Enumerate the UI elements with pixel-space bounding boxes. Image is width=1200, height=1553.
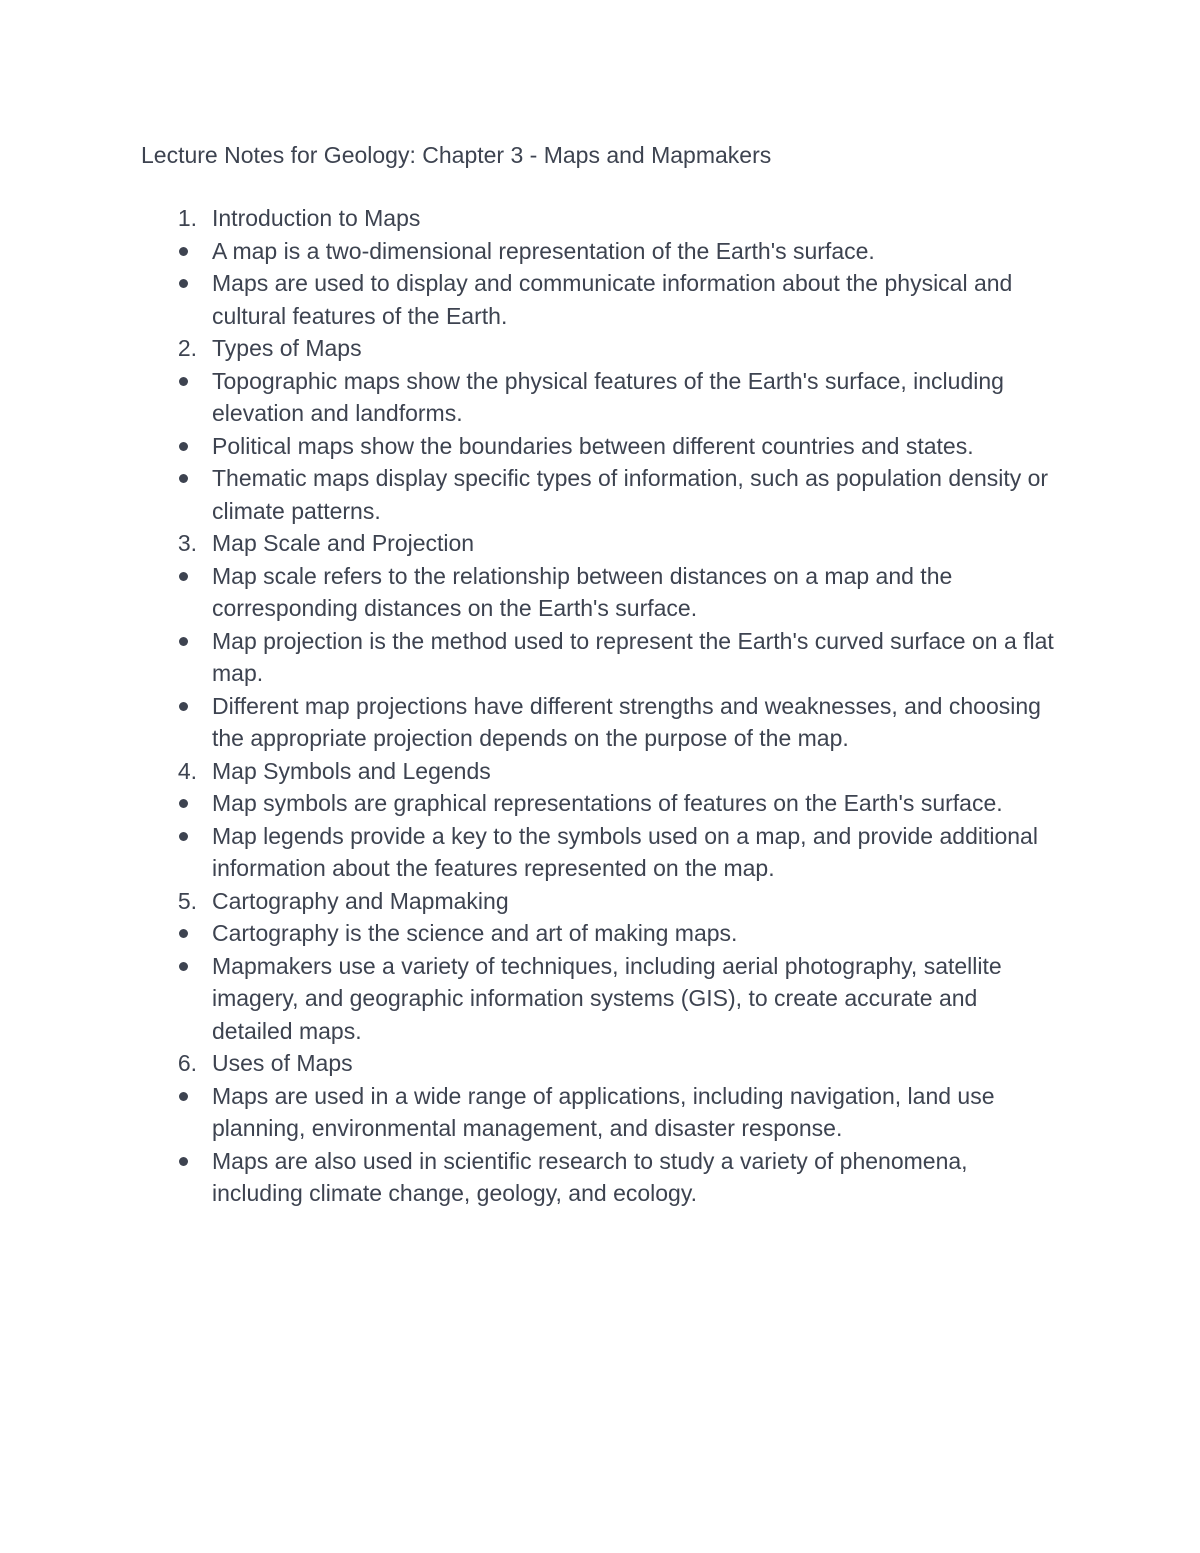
section-heading-text: Cartography and Mapmaking — [212, 887, 509, 914]
section-number: 6. — [177, 1050, 197, 1076]
bullet-text: Map legends provide a key to the symbols used on a map, and provide additional information about the features represented on the map. — [212, 822, 1038, 881]
bullet-dot-icon — [179, 1092, 188, 1101]
section-heading-text: Map Symbols and Legends — [212, 757, 491, 784]
section-number: 3. — [177, 530, 197, 556]
section-heading — [0, 332, 1200, 365]
bullet-dot-icon — [179, 247, 188, 256]
bullet-dot-icon — [179, 474, 188, 483]
bullet-item — [0, 917, 1200, 950]
bullet-text: Mapmakers use a variety of techniques, including aerial photography, satellite imagery, and geographic information systems (GIS), to create accurate and detailed maps. — [212, 952, 1002, 1044]
bullet-dot-icon — [179, 929, 188, 938]
document-title: Lecture Notes for Geology: Chapter 3 - Maps and Mapmakers — [141, 142, 772, 168]
bullet-text: Political maps show the boundaries between different countries and states. — [212, 432, 974, 459]
section-heading-text: Introduction to Maps — [212, 205, 421, 231]
bullet-item — [0, 1080, 1200, 1145]
bullet-item — [0, 235, 1200, 268]
bullet-item — [0, 625, 1200, 690]
bullet-dot-icon — [179, 377, 188, 386]
bullet-dot-icon — [179, 1157, 188, 1166]
lecture-notes-list — [0, 202, 1200, 1210]
bullet-item — [0, 462, 1200, 527]
section-heading — [0, 885, 1200, 918]
bullet-item — [0, 820, 1200, 885]
section-heading-text: Uses of Maps — [212, 1050, 353, 1076]
bullet-dot-icon — [179, 832, 188, 841]
section-heading-text: Map Scale and Projection — [212, 530, 475, 556]
bullet-text: Map symbols are graphical representations of features on the Earth's surface. — [212, 790, 1003, 816]
bullet-dot-icon — [179, 702, 188, 711]
bullet-item — [0, 1145, 1200, 1210]
section-heading — [0, 1047, 1200, 1080]
bullet-text: Cartography is the science and art of making maps. — [212, 920, 738, 946]
bullet-item — [0, 560, 1200, 625]
section-heading — [0, 755, 1200, 788]
bullet-item — [0, 950, 1200, 1048]
bullet-text: Thematic maps display specific types of information, such as population density or climate patterns. — [212, 465, 1049, 524]
section-heading — [0, 202, 1200, 235]
bullet-dot-icon — [179, 442, 188, 451]
bullet-text: Different map projections have different strengths and weaknesses, and choosing the appropriate projection depends on the purpose of the map. — [212, 692, 1041, 751]
bullet-text: Maps are used to display and communicate information about the physical and cultural features of the Earth. — [212, 270, 1013, 329]
bullet-item — [0, 787, 1200, 820]
section-number: 2. — [177, 335, 197, 361]
section-number: 1. — [177, 205, 197, 231]
bullet-text: Map scale refers to the relationship between distances on a map and the corresponding distances on the Earth's surface. — [212, 562, 953, 621]
bullet-text: Maps are also used in scientific research to study a variety of phenomena, including climate change, geology, and ecology. — [212, 1147, 968, 1206]
bullet-item — [0, 267, 1200, 332]
bullet-item — [0, 365, 1200, 430]
section-number: 5. — [177, 887, 197, 914]
bullet-item — [0, 690, 1200, 755]
bullet-item — [0, 430, 1200, 463]
bullet-text: Map projection is the method used to represent the Earth's curved surface on a flat map. — [212, 627, 1054, 686]
bullet-dot-icon — [179, 799, 188, 808]
bullet-dot-icon — [179, 962, 188, 971]
section-heading-text: Types of Maps — [212, 335, 362, 361]
bullet-text: A map is a two-dimensional representation of the Earth's surface. — [212, 237, 875, 264]
section-number: 4. — [177, 757, 197, 784]
bullet-dot-icon — [179, 572, 188, 581]
bullet-text: Maps are used in a wide range of applications, including navigation, land use planning, environmental management, and disaster response. — [212, 1082, 995, 1141]
bullet-text: Topographic maps show the physical features of the Earth's surface, including elevation and landforms. — [212, 367, 1004, 426]
section-heading — [0, 527, 1200, 560]
bullet-dot-icon — [179, 279, 188, 288]
bullet-dot-icon — [179, 637, 188, 646]
